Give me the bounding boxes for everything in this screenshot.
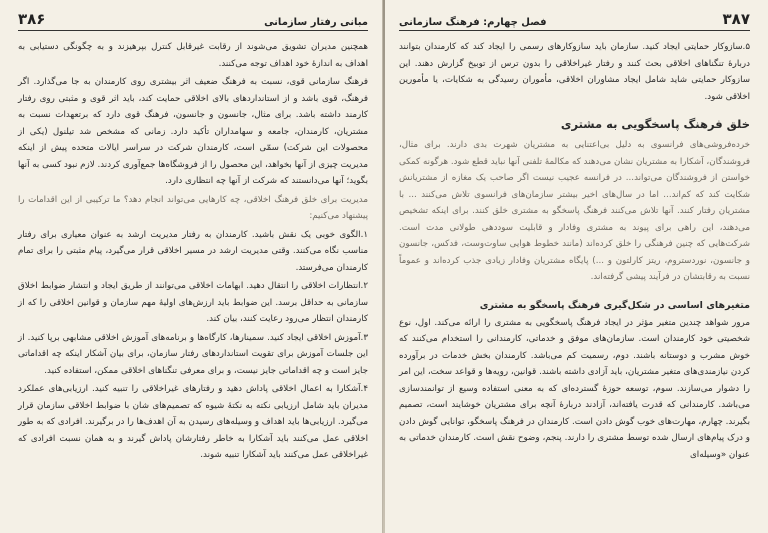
left-paragraph-2: فرهنگ سازمانی قوی، نسبت به فرهنگ ضعیف اثر بیشتری روی کارمندان به جا می‌گذارد. اگر فرهنگ، قوی باشد و از استانداردهای بالای اخلاقی حمایت کند، باید اثر قوی و مثبتی روی رفتار کارمند داشته باشد. برای مثال، جانسون و جانسون، فرهنگ قوی دارد که برتعهدات نسبت به مشتریان، کارمندان، جامعه و سهامداران تأکید دارد. زمانی که مشخص شد تیلنول (یکی از محصولات این شرکت) سمّی است، کارمندان شرکت در سراسر ایالات متحده پیش از اینکه مدیریت چیزی از آنها بخواهد، این محصول را از فروشگاه‌ها جمع‌آوری کردند. لازم نبود کسی به آنها بگوید؛ آنها می‌دانستند که شرکت از آنها چه انتظاری دارد. [18, 77, 368, 186]
left-paragraph-1: همچنین مدیران تشویق می‌شوند از رقابت غیرقابل کنترل بپرهیزند و به چگونگی دستیابی به اهداف به اندازهٔ خود اهداف توجه می‌کنند. [18, 42, 368, 69]
left-page-header [18, 10, 368, 31]
left-page [0, 0, 383, 533]
section-paragraph: خرده‌فروشی‌های فرانسوی به دلیل بی‌اعتنایی به مشتریان شهرت بدی دارند. برای مثال، فروشندگان، آشکارا به مشتریان نشان می‌دهند که مکالمهٔ تلفنی آنها نباید قطع شود. هرگونه کمکی خواستن از فروشندگان می‌تواند... در فرانسه عجیب نیست اگر صاحب یک مغازه از مشتریانش شکایت کند که کم‌اند... اما در سال‌های اخیر بیشتر سازمان‌های فرانسوی تلاش می‌کنند ... با مشتریان رفتار کنند. آنها تلاش می‌کنند فرهنگ پاسخگو به مشتری خلق کنند. برای اینکه تشخیص می‌دهند، این راهی برای پیوند به مشتری وفادار و قابلیت سوددهی طولانی مدت است. شرکت‌هایی که چنین فرهنگی را خلق کرده‌اند (مانند خطوط هوایی ساوت‌وست، فدکس، جانسون و جانسون، نوردستروم، ریتز کارلتون و ...) پایگاه مشتریان وفادار زیادی جذب کرده‌اند و عموماً نسبت به رقابتشان در فرآیند پیشی گرفته‌اند. [399, 140, 750, 282]
right-page-header [399, 10, 750, 31]
left-paragraph-3: مدیریت برای خلق فرهنگ اخلاقی، چه کارهایی می‌تواند انجام دهد؟ ما ترکیبی از این اقدامات را پیشنهاد می‌کنیم: [18, 194, 368, 221]
right-page-number: ۳۸۷ [722, 10, 750, 28]
section-heading: خلق فرهنگ پاسخگویی به مشتری [560, 117, 750, 131]
right-intro-paragraph: ۵.سازوکار حمایتی ایجاد کنید. سازمان باید سازوکارهای رسمی را ایجاد کند که کارمندان بتوانند دربارهٔ تنگناهای اخلاقی بحث کنند و رفتار غیراخلاقی را بدون ترس از توبیخ گزارش دهند. این سازوکار حمایتی شاید شامل ایجاد مشاوران اخلاقی، مأموران رسیدگی به شکایات، یا مأمورین اخلاقی شود. [399, 42, 750, 102]
left-page-number: ۳۸۶ [18, 10, 46, 28]
subsection-paragraph: مرور شواهد چندین متغیر مؤثر در ایجاد فرهنگ پاسخگویی به مشتری را ارائه می‌کند. اول، نوع شخصیتی خود کارمندان است. سازمان‌های موفق و خدماتی، کارمندانی را استخدام می‌کنند که خوش مشرب و دوستانه باشند. دوم، رسمیت کم می‌باشد. کارمندان بخش خدمات در برآورده کردن نیازمندی‌های متغیر مشتریان، باید آزادی داشته باشند. قوانین، رویه‌ها و قواعد سخت، این امر را دشوار می‌سازند. سوم، توسعه حوزهٔ گسترده‌ای که به معنی استفاده وسیع از توانمندسازی می‌باشد. کارمندانی که قدرت یافته‌اند، آزادند دربارهٔ آنچه برای مشتریان خوشایند است، تصمیم بگیرند. چهارم، مهارت‌های خوب گوش دادن است. کارمندان در فرهنگ پاسخگو، توانایی گوش دادن و درک پیام‌های ارسال شده توسط مشتری را دارند. پنجم، وضوح نقش است. کارمندان خدماتی به عنوان «وسیله‌ای [399, 317, 750, 460]
left-running-title: مبانی رفتار سازمانی [264, 17, 368, 28]
left-paragraph-4: ۱.الگوی خوبی یک نقش باشید. کارمندان به رفتار مدیریت ارشد به عنوان معیاری برای رفتار مناسب نگاه می‌کنند. وقتی مدیریت ارشد در مسیر اخلاقی قرار می‌گیرد، پیام مثبتی را برای تمام کارمندان می‌فرستد. [18, 229, 368, 273]
right-running-title: فصل چهارم: فرهنگ سازمانی [399, 17, 547, 28]
left-paragraph-7: ۴.آشکارا به اعمال اخلاقی پاداش دهید و رفتارهای غیراخلاقی را تنبیه کنید. ارزیابی‌های عملکرد مدیران باید شامل ارزیابی نکته به نکتهٔ شیوه که تصمیم‌های شان با ضوابط اخلاقی سازمان قرار می‌گیرد. ارزیابی‌ها باید اهداف و وسیله‌های رسیدن به آن اهدف‌ها را در برگیرند. افرادی که به طور اخلاقی عمل می‌کنند باید آشکارا به خاطر رفتارشان پاداش گیرند و به همان نسبت افرادی که غیراخلاقی عمل می‌کنند باید آشکارا تنبیه شوند. [18, 384, 368, 460]
left-paragraph-5: ۲.انتظارات اخلاقی را انتقال دهید. ابهامات اخلاقی می‌توانند از طریق ایجاد و انتشار ضوابط اخلاق سازمانی به حداقل برسد. این ضوابط باید ارزش‌های اولیهٔ مهم سازمان و قوانین اخلاقی را که از کارمندان انتظار می‌رود رعایت کنند، بیان کند. [18, 281, 368, 324]
left-paragraph-6: ۳.آموزش اخلاقی ایجاد کنید. سمینارها، کارگاه‌ها و برنامه‌های آموزش اخلاقی مشابهی برپا کنید. از این جلسات آموزش برای تقویت استانداردهای رفتار سازمان، برای بیان آشکار اینکه چه اقداماتی جایز است و چه اقداماتی جایز نیست، و برای معرفی تنگناهای اخلاقی ممکن، استفاده کنید. [18, 332, 368, 376]
right-page [385, 0, 768, 533]
subsection-heading: متغیرهای اساسی در شکل‌گیری فرهنگ پاسخگو به مشتری [479, 299, 750, 311]
